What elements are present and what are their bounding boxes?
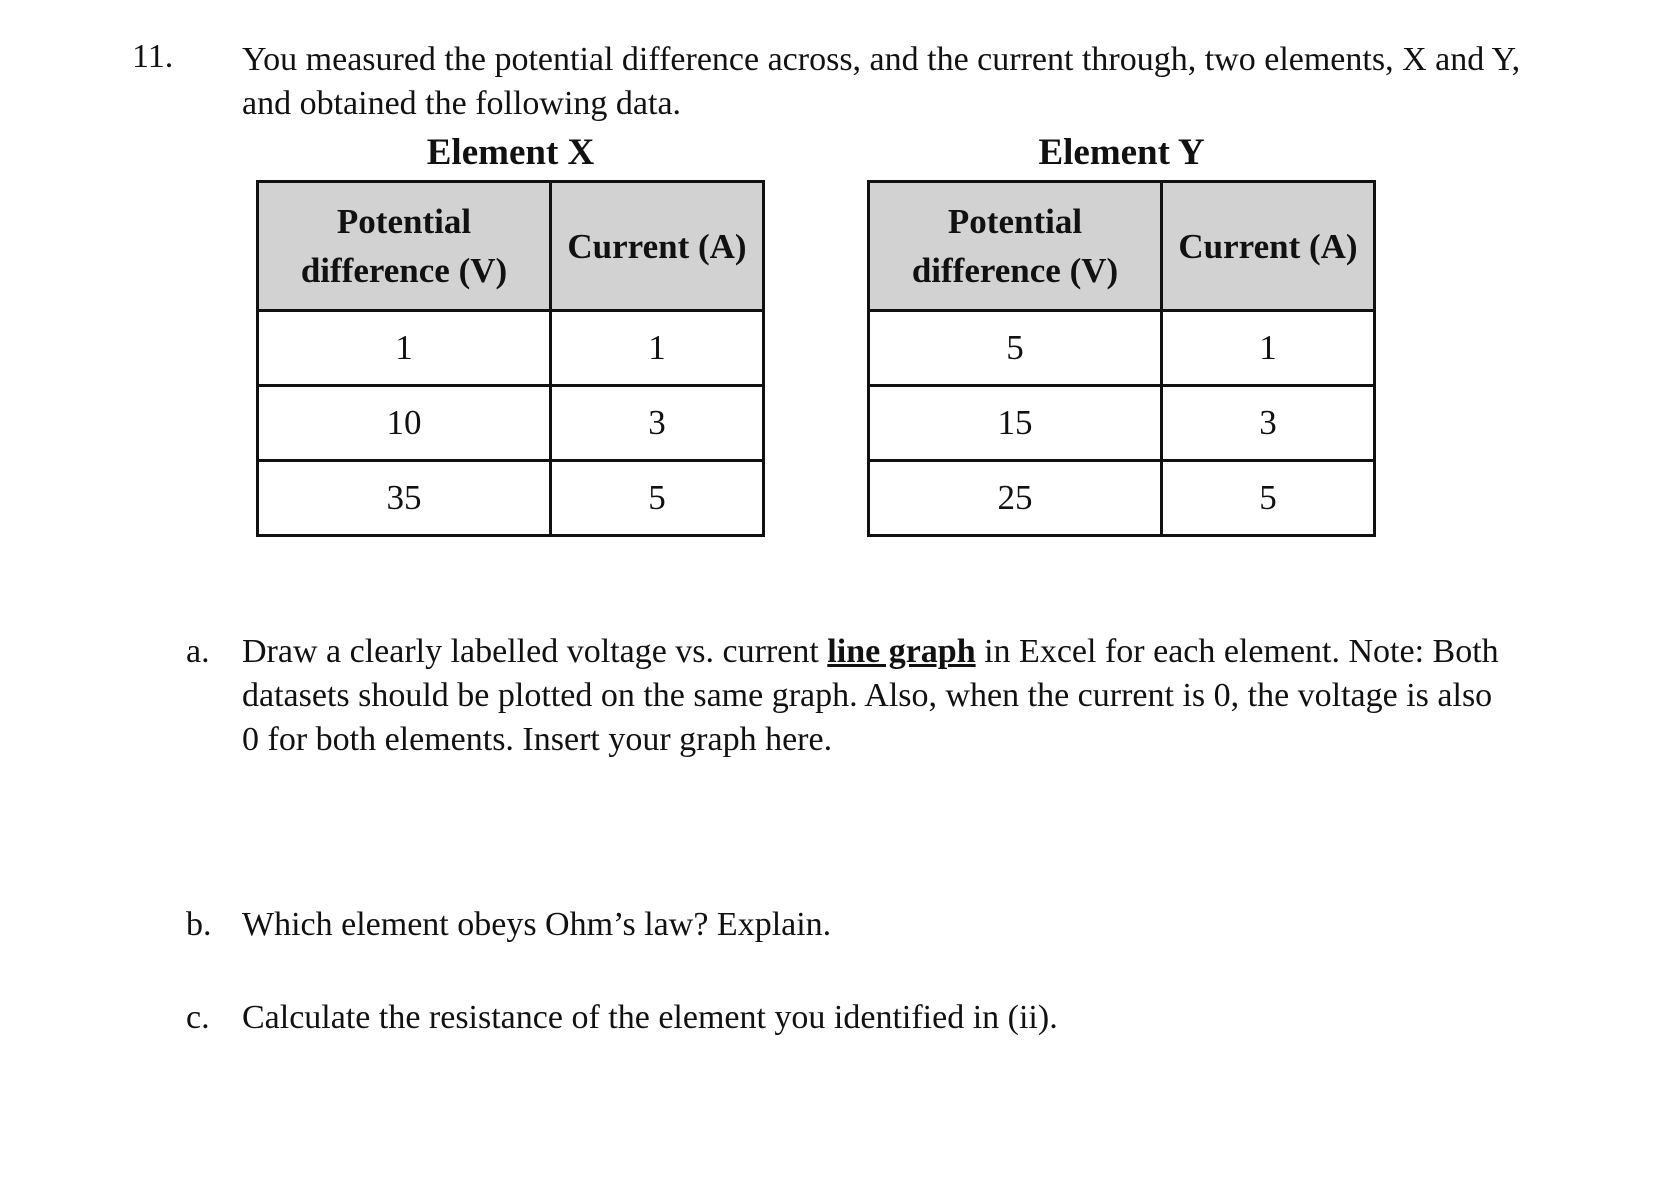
cell-potential-difference: 5: [869, 311, 1162, 386]
element-y-table-block: [867, 128, 1376, 537]
part-a-label: a.: [186, 633, 210, 670]
cell-potential-difference: 25: [869, 461, 1162, 536]
table-row: [869, 461, 1375, 536]
cell-current: 1: [1162, 311, 1375, 386]
header-potential-difference: Potential difference (V): [869, 182, 1162, 311]
part-c-text: Calculate the resistance of the element you identified in (ii).: [242, 999, 1058, 1036]
part-b-label: b.: [186, 906, 212, 943]
header-current: Current (A): [1162, 182, 1375, 311]
question-number: 11.: [132, 38, 174, 75]
cell-current: 1: [551, 311, 764, 386]
part-b-text: Which element obeys Ohm’s law? Explain.: [242, 906, 832, 943]
header-current: Current (A): [551, 182, 764, 311]
element-y-table: [867, 180, 1376, 537]
part-a-text: [242, 630, 1512, 762]
cell-potential-difference: 1: [258, 311, 551, 386]
table-header-row: [258, 182, 764, 311]
part-a-text-after: in Excel for each element. Note: Both datasets should be plotted on the same graph. Also, when the current is 0, the voltage is also 0 for both elements. Insert your graph here.: [242, 633, 1499, 758]
table-row: [258, 461, 764, 536]
element-x-table-block: [256, 128, 765, 537]
table-row: [869, 311, 1375, 386]
cell-current: 3: [1162, 386, 1375, 461]
element-y-title: Element Y: [1038, 132, 1205, 173]
element-x-title: Element X: [426, 132, 595, 173]
cell-current: 5: [551, 461, 764, 536]
cell-current: 5: [1162, 461, 1375, 536]
cell-potential-difference: 15: [869, 386, 1162, 461]
cell-potential-difference: 10: [258, 386, 551, 461]
header-potential-difference: Potential difference (V): [258, 182, 551, 311]
table-row: [258, 386, 764, 461]
cell-potential-difference: 35: [258, 461, 551, 536]
question-intro: You measured the potential difference across, and the current through, two elements, X and Y, and obtained the following data.: [242, 41, 1521, 122]
table-header-row: [869, 182, 1375, 311]
table-row: [869, 386, 1375, 461]
element-x-table: [256, 180, 765, 537]
part-c-label: c.: [186, 999, 210, 1036]
part-a-text-before: Draw a clearly labelled voltage vs. current: [242, 633, 828, 670]
table-row: [258, 311, 764, 386]
cell-current: 3: [551, 386, 764, 461]
line-graph-emphasis: line graph: [827, 633, 976, 670]
